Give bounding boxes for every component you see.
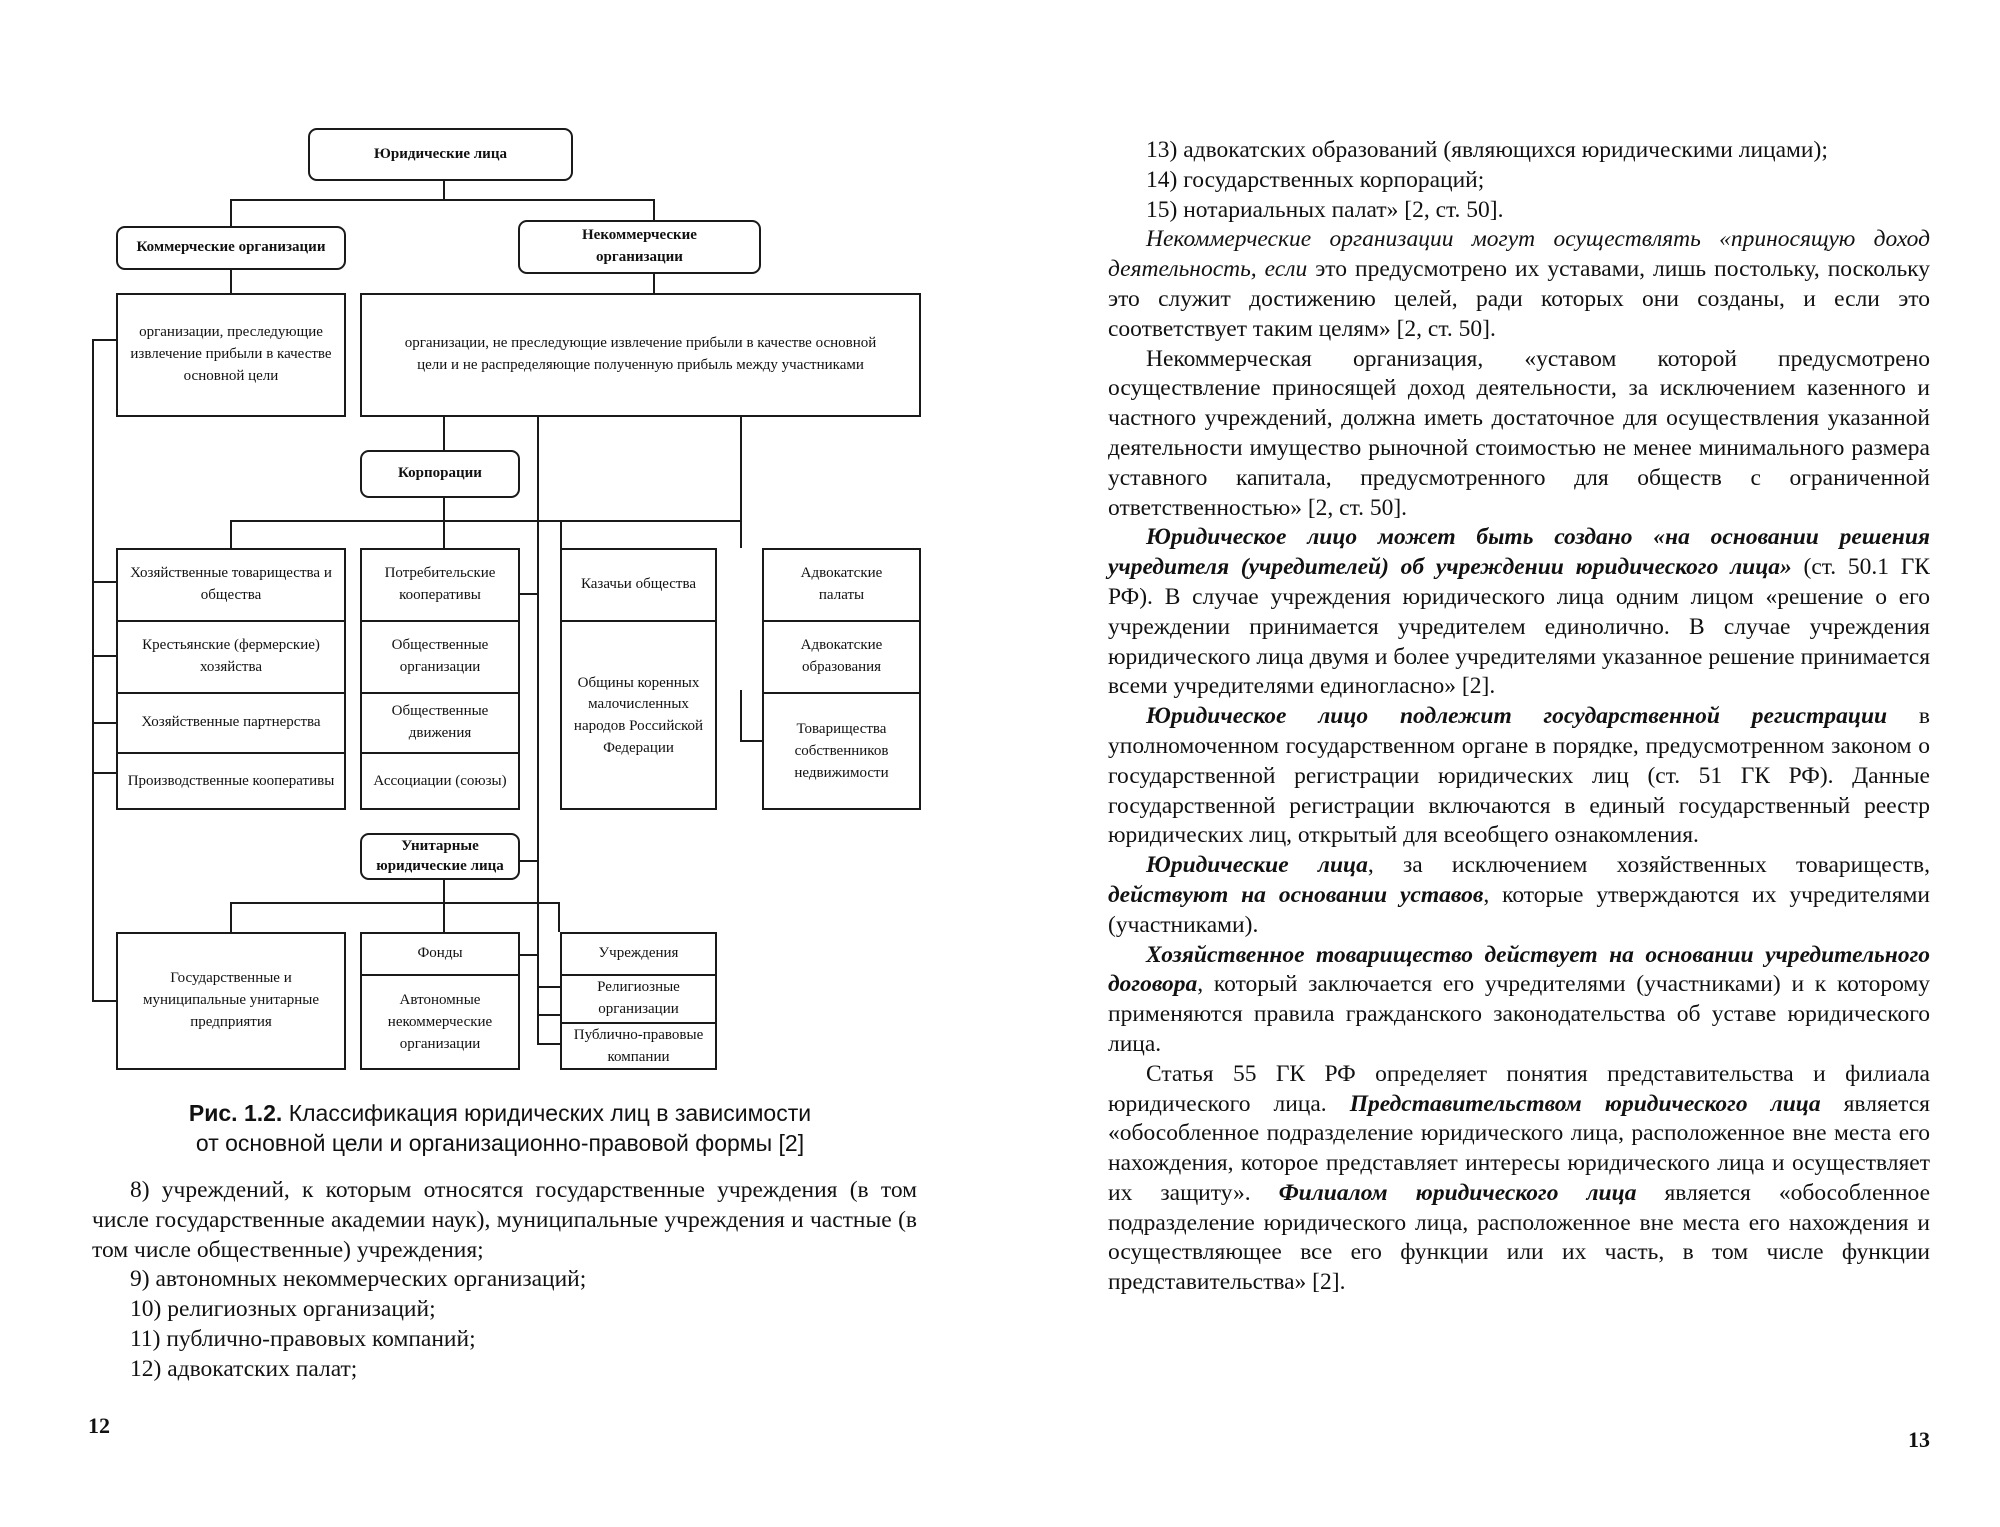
- commercial-desc: организации, преследующие извлечение прибыли в качестве основной цели: [130, 324, 332, 384]
- list-item-12: 12) адвокатских палат;: [130, 1355, 358, 1382]
- page-right: [1000, 0, 2000, 1527]
- para-creation: Юридическое лицо может быть создано «на основании решения учредителя (учредителей) об учреждении юридического лица» (ст. 50.1 ГК РФ). В случае учреждения юридического лица одним лицом «решение о его учреждении принимается учредителем единолично. В случае учреждения юридического лица двумя и более учредителями указанное решение принимается всеми учредителями единогласно» [2].: [1108, 524, 1930, 700]
- corporations-box: [360, 450, 520, 498]
- form-public-movements: Общественные движения: [362, 692, 518, 752]
- commercial-label: Коммерческие организации: [136, 239, 326, 256]
- para-branches: Статья 55 ГК РФ определяет понятия представительства и филиала юридического лица. Представительством юридического лица является «обособленное подразделение юридического лица, расположенное вне места его нахождения, которое представляет интересы юридического лица и осуществляет их защиту». Филиалом юридического лица является «обособленное подразделение юридического лица, расположенное вне места его нахождения и осуществляющее все его функции или их часть, в том числе функции представительства» [2].: [1108, 1060, 1930, 1296]
- form-consumer-cooperatives: Потребительские кооперативы: [384, 565, 496, 603]
- form-peasant-farms: Крестьянские (фермерские) хозяйства: [118, 620, 344, 692]
- para-noncommercial-capital: Некоммерческая организация, «уставом которой предусмотрено осуществление приносящей доход деятельности, за исключением казенного и частного учреждений, должна иметь достаточное для осуществления указанной деятельности имущество рыночной стоимостью не менее минимального размера уставного капитала, предусмотренного для обществ с ограниченной ответственностью» [2, ст. 50].: [1108, 345, 1930, 521]
- unitary-box: [360, 833, 520, 880]
- form-public-law-companies: Публично-правовые компании: [562, 1022, 715, 1070]
- page-number-right: 13: [1908, 1427, 1930, 1452]
- para-charters: Юридические лица, за исключением хозяйственных товариществ, действуют на основании уставов, которые утверждаются их учредителями (участниками).: [1108, 852, 1931, 938]
- figure-caption: [100, 1098, 900, 1158]
- unitary-label: Унитарные юридические лица: [376, 838, 504, 874]
- commercial-box: [116, 226, 346, 270]
- lawyer-forms-column: [762, 548, 921, 810]
- form-associations: Ассоциации (союзы): [362, 752, 518, 810]
- form-production-cooperatives: Производственные кооперативы: [118, 752, 344, 810]
- list-item-11: 11) публично-правовых компаний;: [130, 1325, 476, 1352]
- commercial-desc-box: [116, 293, 346, 417]
- form-indigenous-communities: Общины коренных малочисленных народов Российской Федерации: [562, 620, 715, 810]
- caption-line1: Классификация юридических лиц в зависимости: [282, 1100, 812, 1126]
- list-item-10: 10) религиозных организаций;: [130, 1296, 436, 1323]
- classification-diagram: [0, 0, 1000, 1090]
- commercial-forms-column: [116, 548, 346, 810]
- para-13: 13) адвокатских образований (являющихся юридическими лицами);: [1146, 137, 1828, 163]
- list-item-9: 9) автономных некоммерческих организаций;: [130, 1266, 587, 1293]
- para-15: 15) нотариальных палат» [2, ст. 50].: [1146, 196, 1504, 223]
- para-noncommercial-income: Некоммерческие организации могут осуществлять «приносящую доход деятельность, если это предусмотрено их уставами, лишь постольку, поскольку это служит достижению целей, ради которых они созданы, и если это соответствует таким целям» [2, ст. 50].: [1108, 226, 1930, 342]
- form-bar-chambers: Адвокатские палаты: [800, 565, 883, 603]
- list-item-8: 8) учреждений, к которым относятся государственные учреждения (в том числе государственные академии наук), муниципальные учреждения и частные (в том числе общественные) учреждения;: [92, 1177, 917, 1263]
- form-cossack-societies: Казачьи общества: [580, 576, 697, 593]
- state-enterprises-label: Государственные и муниципальные унитарные предприятия: [143, 970, 319, 1030]
- page-number-left: 12: [88, 1413, 110, 1438]
- form-institutions: Учреждения: [598, 945, 679, 962]
- para-14: 14) государственных корпораций;: [1146, 166, 1485, 193]
- para-registration: Юридическое лицо подлежит государственной регистрации в уполномоченном государственном органе в порядке, предусмотренном законом о государственной регистрации юридических лиц (ст. 51 ГК РФ). Данные государственной регистрации включаются в единый государственный реестр юридических лиц, открытый для всеобщего ознакомления.: [1108, 703, 1930, 849]
- form-religious-organizations: Религиозные организации: [562, 974, 715, 1022]
- noncommercial-box: [518, 220, 761, 274]
- para-partnership-agreement: Хозяйственное товарищество действует на основании учредительного договора, который заключается его учредителями (участниками) и к которому применяются правила гражданского законодательства об уставе юридического лица.: [1108, 941, 1930, 1057]
- form-public-organizations: Общественные организации: [362, 620, 518, 692]
- noncommercial-desc-box: [360, 293, 921, 417]
- caption-label: Рис. 1.2.: [188, 1100, 283, 1126]
- form-business-partnerships: Хозяйственные товарищества и общества: [130, 565, 332, 603]
- root-box: [308, 128, 573, 181]
- corporations-label: Корпорации: [398, 465, 482, 482]
- root-label: Юридические лица: [374, 145, 507, 162]
- funds-column: [360, 932, 520, 1070]
- state-enterprises-box: [116, 932, 346, 1070]
- cossack-indigenous-column: [560, 548, 717, 810]
- form-funds: Фонды: [417, 945, 463, 962]
- left-list: [92, 1176, 917, 1385]
- corporation-forms-column: [360, 548, 520, 810]
- institutions-column: [560, 932, 717, 1070]
- form-bar-formations: Адвокатские образования: [764, 620, 919, 692]
- noncommercial-label: Некоммерческие организации: [582, 227, 697, 265]
- form-homeowner-partnerships: Товарищества собственников недвижимости: [764, 692, 919, 810]
- right-body: [1108, 136, 1930, 1298]
- caption-line2: от основной цели и организационно-правовой формы [2]: [195, 1130, 805, 1156]
- form-economic-partnerships: Хозяйственные партнерства: [118, 692, 344, 752]
- form-autonomous-noncommercial: Автономные некоммерческие организации: [362, 974, 518, 1070]
- noncommercial-desc: организации, не преследующие извлечение прибыли в качестве основной цели и не распределяющие полученную прибыль между участниками: [404, 335, 877, 373]
